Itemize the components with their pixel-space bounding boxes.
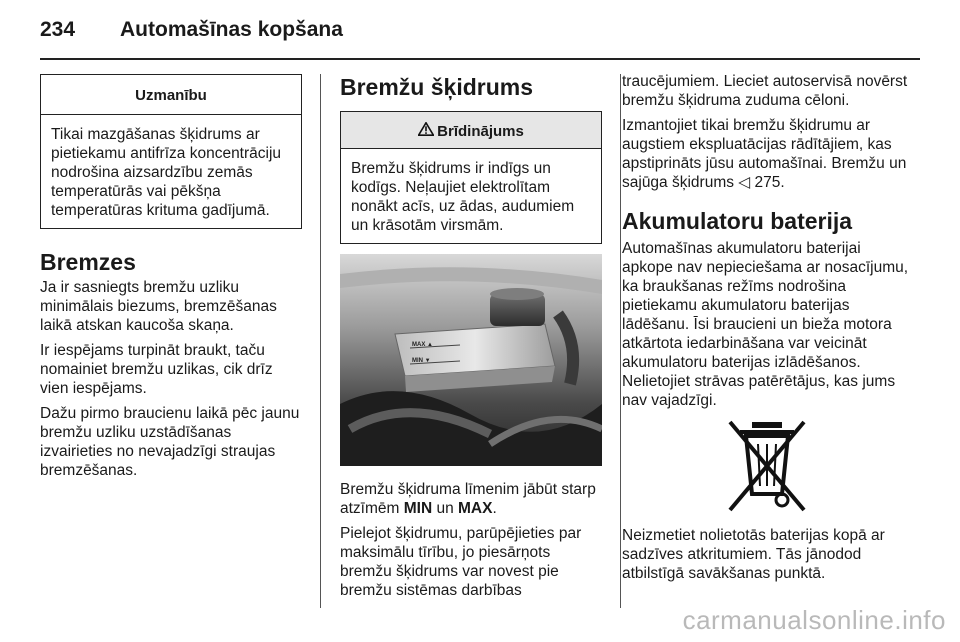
text-run: .	[492, 500, 497, 517]
notice-title: Uzmanību	[41, 75, 301, 115]
paragraph: Pielejot šķidrumu, parūpējieties par maksimālu tīrību, jo piesārņots bremžu šķidrums var novest pie bremžu sistēmas darbības	[340, 525, 582, 599]
column-3	[622, 72, 912, 589]
warning-header	[341, 112, 601, 149]
paragraph: Ja ir sasniegts bremžu uzliku minimālais biezums, bremzēšanas laikā atskan kaucoša skaņa.	[40, 279, 277, 334]
header-rule	[40, 58, 920, 60]
warning-box	[340, 111, 602, 244]
warning-title: Brīdinājums	[437, 123, 524, 140]
warning-triangle-icon	[418, 122, 434, 140]
min-label: MIN	[403, 500, 433, 517]
min-mark-label: MIN ▼	[412, 358, 431, 364]
max-mark-label: MAX ▲	[412, 342, 433, 348]
page-title: Automašīnas kopšana	[120, 18, 343, 41]
page-header	[40, 18, 920, 48]
crossed-out-bin-icon	[722, 416, 812, 516]
column-divider	[320, 74, 321, 608]
paragraph: Automašīnas akumulatoru baterijai apkope nav nepieciešama ar nosacījumu, ka braukšanas režīms nodrošina pietiekamu akumulatoru baterijas lādēšanu. Īsi braucieni un bieža motora atkārtota iedarbināšana var veicināt akumulatoru baterijas izlādēšanos. Nelietojiet strāvas patērētājus, kas jums nav vajadzīgi.	[622, 240, 909, 409]
paragraph-cross-reference: Izmantojiet tikai bremžu šķidrumu ar augstiem ekspluatācijas rādītājiem, kas apstiprināts jūsu automašīnai. Bremžu un sajūga šķidrums ◁ 275.	[622, 117, 907, 191]
text-run: un	[432, 500, 459, 517]
paragraph: Dažu pirmo braucienu laikā pēc jaunu bremžu uzliku uzstādīšanas izvairieties no nevajadzīgi straujas bremzēšanas.	[40, 405, 300, 479]
paragraph: traucējumiem. Lieciet autoservisā novērst bremžu šķidruma zuduma cēloni.	[622, 73, 908, 109]
notice-text: Tikai mazgāšanas šķidrums ar pietiekamu antifrīza koncentrāciju nodrošina aizsardzību zemās temperatūrās vai pēkšņa temperatūras krituma gadījumā.	[51, 126, 282, 219]
column-1	[40, 74, 302, 486]
section-heading-bremzes: Bremzes	[40, 249, 136, 275]
max-label: MAX	[458, 500, 493, 517]
paragraph-min-max	[340, 480, 602, 518]
paragraph: Ir iespējams turpināt braukt, taču nomainiet bremžu uzlikas, cik drīz vien iespējams.	[40, 342, 273, 397]
notice-box	[40, 74, 302, 229]
text-run: Bremžu šķidruma līmenim jābūt starp atzīmēm	[340, 481, 596, 517]
paragraph: Neizmetiet nolietotās baterijas kopā ar sadzīves atkritumiem. Tās jānodod atbilstīgā savākšanas punktā.	[622, 527, 885, 582]
column-divider	[620, 74, 621, 608]
brake-fluid-reservoir-photo	[340, 254, 602, 466]
watermark: carmanualsonline.info	[682, 605, 946, 635]
warning-text: Bremžu šķidrums ir indīgs un kodīgs. Neļaujiet elektrolītam nonākt acīs, uz ādas, audumiem un krāsotām virsmām.	[351, 160, 575, 234]
page-number: 234	[40, 18, 76, 41]
section-heading-bremzu-skidrums: Bremžu šķidrums	[340, 74, 534, 100]
column-2	[340, 74, 602, 606]
section-heading-akumulatoru-baterija: Akumulatoru baterija	[622, 208, 853, 234]
